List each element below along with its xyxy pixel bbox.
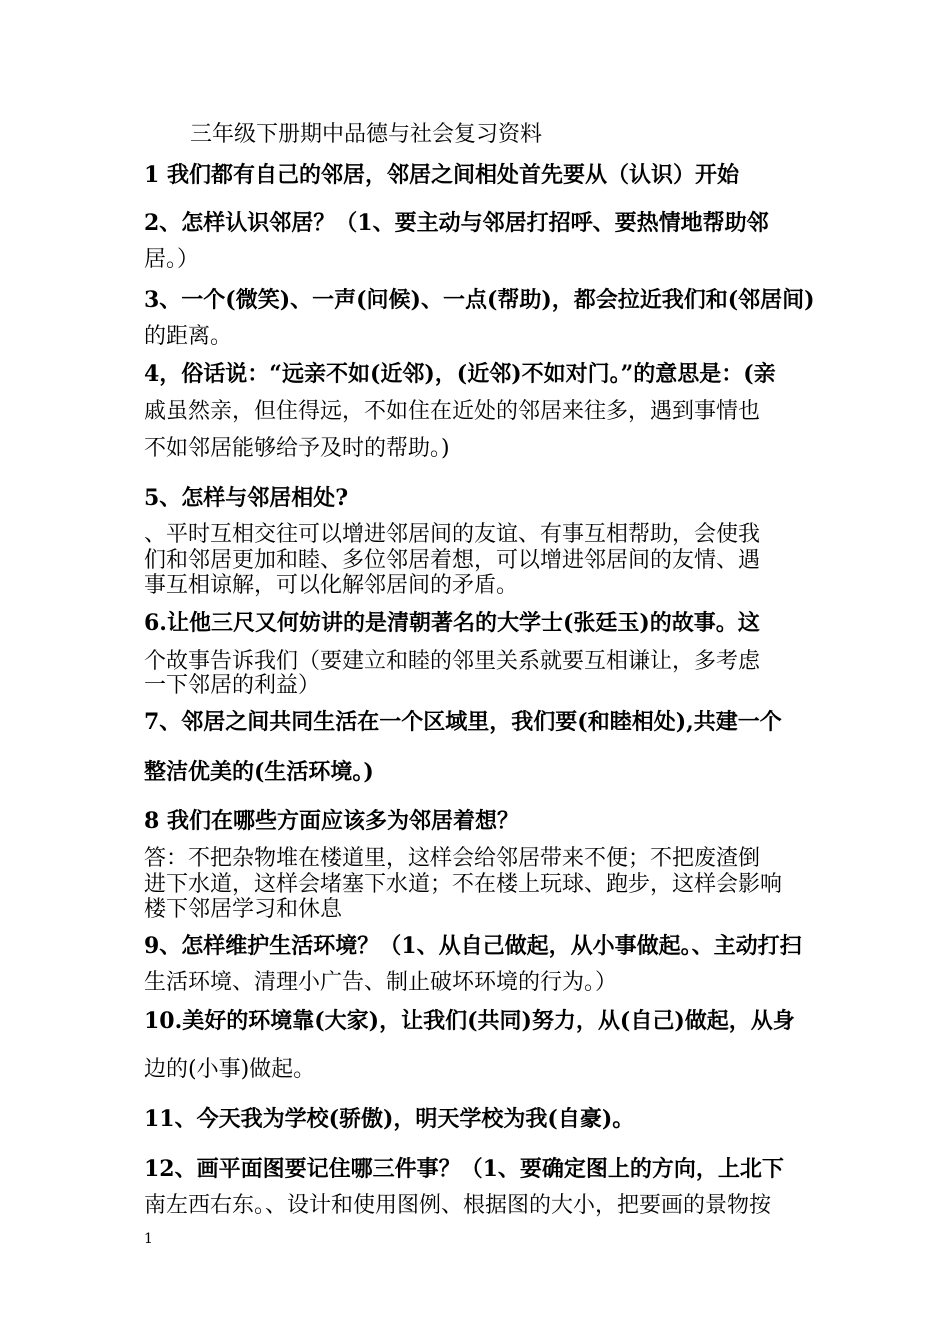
text-line: 南左西右东。、设计和使用图例、根据图的大小，把要画的景物按: [144, 1193, 772, 1218]
text-line: 戚虽然亲，但住得远，不如住在近处的邻居来往多，遇到事情也: [144, 399, 761, 424]
text-line: 居。）: [144, 247, 200, 272]
document-title: 三年级下册期中品德与社会复习资料: [190, 122, 543, 147]
text-line: 不如邻居能够给予及时的帮助。): [144, 436, 450, 461]
text-line: 事互相谅解，可以化解邻居间的矛盾。: [144, 573, 519, 598]
text-line: 2、怎样认识邻居？（1、要主动与邻居打招呼、要热情地帮助邻: [144, 210, 769, 236]
text-line: 生活环境、清理小广告、制止破坏环境的行为。）: [144, 970, 618, 995]
text-line: 8 我们在哪些方面应该多为邻居着想？: [144, 808, 519, 834]
text-line: 12、画平面图要记住哪三件事？（1、要确定图上的方向，上北下: [144, 1156, 784, 1182]
text-line: 10.美好的环境靠(大家)，让我们(共同)努力，从(自己)做起，从身: [144, 1008, 795, 1034]
text-line: 、平时互相交往可以增进邻居间的友谊、有事互相帮助，会使我: [144, 522, 761, 547]
text-line: 个故事告诉我们（要建立和睦的邻里关系就要互相谦让，多考虑: [144, 649, 761, 674]
text-line: 进下水道，这样会堵塞下水道；不在楼上玩球、跑步，这样会影响: [144, 872, 783, 897]
text-line: 3、一个(微笑)、一声(问候)、一点(帮助)，都会拉近我们和(邻居间): [144, 287, 815, 313]
text-line: 一下邻居的利益）: [144, 673, 321, 698]
text-line: 答：不把杂物堆在楼道里，这样会给邻居带来不便；不把废渣倒: [144, 846, 761, 871]
text-line: 7、邻居之间共同生活在一个区域里，我们要(和睦相处),共建一个: [144, 709, 782, 735]
text-line: 的距离。: [144, 324, 233, 349]
text-line: 们和邻居更加和睦、多位邻居着想，可以增进邻居间的友情、遇: [144, 548, 761, 573]
text-line: 边的(小事)做起。: [144, 1057, 316, 1082]
text-line: 整洁优美的(生活环境。): [144, 759, 374, 785]
text-line: 6.让他三尺又何妨讲的是清朝著名的大学士(张廷玉)的故事。这: [144, 610, 760, 636]
text-line: 9、怎样维护生活环境？（1、从自己做起，从小事做起。、主动打扫: [144, 933, 802, 959]
text-line: 楼下邻居学习和休息: [144, 897, 343, 922]
page-number: 1: [144, 1231, 153, 1247]
text-line: 11、今天我为学校(骄傲)，明天学校为我(自豪)。: [144, 1106, 635, 1132]
text-line: 5、怎样与邻居相处?: [144, 485, 349, 511]
text-line: 4，俗话说：“远亲不如(近邻)，(近邻)不如对门。”的意思是：(亲: [144, 361, 776, 387]
text-line: 1 我们都有自己的邻居，邻居之间相处首先要从（认识）开始: [144, 162, 739, 188]
